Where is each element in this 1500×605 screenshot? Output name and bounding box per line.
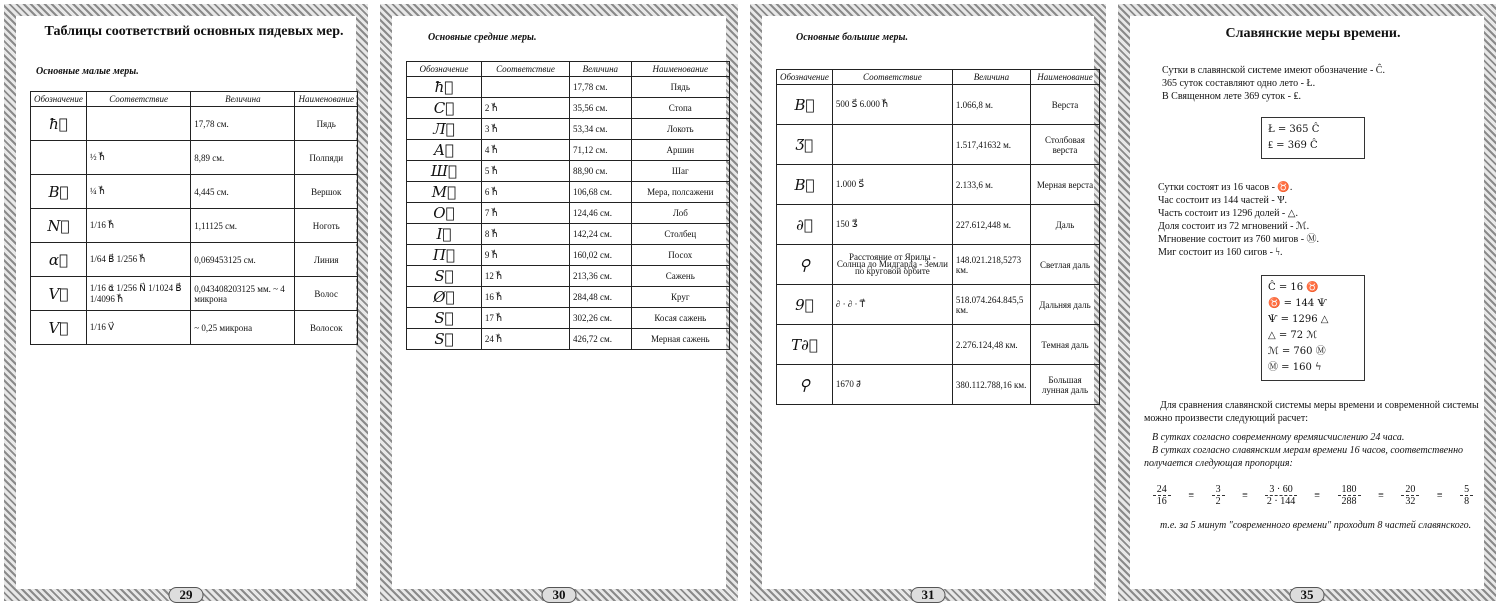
name-cell: Стопа — [631, 98, 729, 119]
correspondence-cell: ∂ · ∂ · T⃗ — [832, 285, 952, 325]
page-number: 35 — [1290, 587, 1325, 603]
correspondence-cell: 9 ħ⃗ — [481, 245, 569, 266]
value-cell: 0,069453125 см. — [191, 243, 295, 277]
name-cell: Пядь — [631, 77, 729, 98]
table-row — [407, 245, 730, 266]
fraction — [1265, 484, 1296, 507]
compare-text: Для сравнения славянской системы меры времени и современной системы можно произвести следующий расчет: — [1144, 400, 1479, 424]
correspondence-cell: ¼ ħ⃗ — [86, 175, 190, 209]
name-cell: Мерная сажень — [631, 329, 729, 350]
symbol-cell: ∂⃗ — [777, 205, 833, 245]
name-cell: Светлая даль — [1030, 245, 1099, 285]
fraction — [1153, 484, 1171, 507]
value-cell: 0,043408203125 мм. ~ 4 микрона — [191, 277, 295, 311]
equation-line: ♉ = 144 Ѱ — [1268, 298, 1327, 309]
table-row — [777, 245, 1100, 285]
correspondence-cell: 1.000 S⃗ — [832, 165, 952, 205]
symbol-cell: П⃗ — [407, 245, 482, 266]
numerator: 5 — [1460, 484, 1473, 496]
value-cell: 1.517,41632 м. — [952, 125, 1030, 165]
col-header-correspondence: Соответствие — [86, 92, 190, 107]
year-equivalence-box — [1261, 117, 1365, 159]
name-cell: Круг — [631, 287, 729, 308]
table-row — [31, 243, 358, 277]
value-cell: 426,72 см. — [570, 329, 632, 350]
name-cell: Волос — [295, 277, 358, 311]
value-cell: 8,89 см. — [191, 141, 295, 175]
time-equivalence-box — [1261, 275, 1365, 381]
table-row — [407, 182, 730, 203]
time-units-list — [1158, 181, 1482, 259]
name-cell: Столбовая верста — [1030, 125, 1099, 165]
symbol-cell: ħ⃗ — [407, 77, 482, 98]
col-header-name: Наименование — [295, 92, 358, 107]
correspondence-cell: 3 ħ⃗ — [481, 119, 569, 140]
table-row — [407, 77, 730, 98]
col-header-value: Величина — [570, 62, 632, 77]
correspondence-cell: 1670 ∂⃗ — [832, 365, 952, 405]
page-35 — [1114, 0, 1500, 605]
col-header-correspondence: Соответствие — [481, 62, 569, 77]
page-29 — [0, 0, 372, 605]
symbol-cell: I⃗ — [407, 224, 482, 245]
correspondence-cell: ½ ħ⃗ — [86, 141, 190, 175]
name-cell: Аршин — [631, 140, 729, 161]
name-cell: Мерная верста — [1030, 165, 1099, 205]
correspondence-cell: 500 S⃗ 6.000 ħ⃗ — [832, 85, 952, 125]
equation-line: Ł = 365 Ĉ — [1268, 124, 1320, 135]
name-cell: Локоть — [631, 119, 729, 140]
correspondence-cell: Расстояние от Ярилы - Солнца до Мидгарда - Земли по круговой орбите — [832, 245, 952, 285]
table-row — [777, 285, 1100, 325]
correspondence-cell: 1/16 V⃗ — [86, 311, 190, 345]
symbol-cell: α⃗ — [31, 243, 87, 277]
table-row — [31, 175, 358, 209]
table-row — [407, 287, 730, 308]
table-row — [407, 161, 730, 182]
section-subtitle: Основные средние меры. — [428, 32, 537, 43]
symbol-cell: V⃗ — [31, 277, 87, 311]
denominator: 16 — [1156, 496, 1167, 507]
equiv-sign: ≡ — [1378, 490, 1384, 501]
name-cell: Столбец — [631, 224, 729, 245]
value-cell: 17,78 см. — [191, 107, 295, 141]
page-title: Славянские меры времени. — [1225, 26, 1401, 41]
table-row — [407, 329, 730, 350]
value-cell: 380.112.788,16 км. — [952, 365, 1030, 405]
symbol-cell: N⃗ — [31, 209, 87, 243]
symbol-cell: T∂⃗ — [777, 325, 833, 365]
intro-line: 365 суток составляют одно лето - Ł. — [1162, 78, 1316, 89]
value-cell: 148.021.218,5273 км. — [952, 245, 1030, 285]
value-cell: 227.612,448 м. — [952, 205, 1030, 245]
table-row — [31, 277, 358, 311]
value-cell: 1,11125 см. — [191, 209, 295, 243]
section-subtitle: Основные большие меры. — [796, 32, 908, 43]
proportion — [1144, 484, 1482, 507]
section-subtitle: Основные малые меры. — [36, 66, 139, 77]
correspondence-cell — [481, 77, 569, 98]
value-cell: 284,48 см. — [570, 287, 632, 308]
page-title: Таблицы соответствий основных пядевых мер. — [44, 24, 344, 39]
table-row — [31, 311, 358, 345]
unit-line: Миг состоит из 160 сигов - ϟ. — [1158, 247, 1283, 258]
name-cell: Шаг — [631, 161, 729, 182]
page-30 — [376, 0, 742, 605]
table-row — [407, 266, 730, 287]
name-cell: Даль — [1030, 205, 1099, 245]
table-row — [407, 203, 730, 224]
symbol-cell: 9⃗ — [777, 285, 833, 325]
intro-line: Сутки в славянской системе имеют обозначение - Ĉ. — [1162, 65, 1385, 76]
correspondence-cell: 1/16 α⃗ 1/256 N⃗ 1/1024 B⃗ 1/4096 ħ⃗ — [86, 277, 190, 311]
equiv-sign: ≡ — [1242, 490, 1248, 501]
correspondence-cell: 2 ħ⃗ — [481, 98, 569, 119]
denominator: 288 — [1341, 496, 1357, 507]
table-row — [407, 119, 730, 140]
correspondence-cell: 4 ħ⃗ — [481, 140, 569, 161]
table-row — [407, 224, 730, 245]
symbol-cell: C⃗ — [407, 98, 482, 119]
unit-line: Мгновение состоит из 760 мигов - Ⓜ. — [1158, 234, 1320, 245]
page-number: 29 — [169, 587, 204, 603]
intro-text — [1162, 64, 1482, 103]
col-header-value: Величина — [191, 92, 295, 107]
table-row — [31, 107, 358, 141]
unit-line: Часть состоит из 1296 долей - △. — [1158, 208, 1298, 219]
table-row — [777, 365, 1100, 405]
value-cell: 17,78 см. — [570, 77, 632, 98]
equation-line: ℳ = 760 Ⓜ — [1268, 346, 1326, 357]
correspondence-cell: 150 Ʒ⃗ — [832, 205, 952, 245]
equation-line: △ = 72 ℳ — [1268, 330, 1318, 341]
value-cell: 4,445 см. — [191, 175, 295, 209]
numerator: 3 · 60 — [1265, 484, 1296, 496]
value-cell: 53,34 см. — [570, 119, 632, 140]
value-cell: 71,12 см. — [570, 140, 632, 161]
symbol-cell: B⃗ — [777, 85, 833, 125]
name-cell: Дальняя даль — [1030, 285, 1099, 325]
name-cell: Вершок — [295, 175, 358, 209]
symbol-cell: S⃗ — [407, 329, 482, 350]
denominator: 32 — [1405, 496, 1416, 507]
fraction — [1401, 484, 1419, 507]
value-cell: 88,90 см. — [570, 161, 632, 182]
col-header-symbol: Обозначение — [31, 92, 87, 107]
col-header-symbol: Обозначение — [407, 62, 482, 77]
name-cell: Косая сажень — [631, 308, 729, 329]
symbol-cell: V⃗ — [31, 311, 87, 345]
denominator: 8 — [1464, 496, 1470, 507]
equiv-sign: ≡ — [1188, 490, 1194, 501]
symbol-cell: Ʒ⃗ — [777, 125, 833, 165]
correspondence-cell: 16 ħ⃗ — [481, 287, 569, 308]
symbol-cell: M⃗ — [407, 182, 482, 203]
symbol-cell: ħ⃗ — [31, 107, 87, 141]
correspondence-cell: 6 ħ⃗ — [481, 182, 569, 203]
symbol-cell: Ø⃗ — [407, 287, 482, 308]
value-cell: 2.276.124,48 км. — [952, 325, 1030, 365]
symbol-cell: Ш⃗ — [407, 161, 482, 182]
symbol-cell — [31, 141, 87, 175]
name-cell: Волосок — [295, 311, 358, 345]
name-cell: Посох — [631, 245, 729, 266]
equation-line: Ѱ = 1296 △ — [1268, 314, 1329, 325]
value-cell: 302,26 см. — [570, 308, 632, 329]
equiv-sign: ≡ — [1314, 490, 1320, 501]
equation-line: Ĉ = 16 ♉ — [1268, 282, 1319, 293]
value-cell: 213,36 см. — [570, 266, 632, 287]
correspondence-cell: 1/64 B⃗ 1/256 ħ⃗ — [86, 243, 190, 277]
correspondence-cell: 7 ħ⃗ — [481, 203, 569, 224]
correspondence-cell: 12 ħ⃗ — [481, 266, 569, 287]
numerator: 20 — [1401, 484, 1419, 496]
numerator: 3 — [1212, 484, 1225, 496]
table-row — [31, 209, 358, 243]
page-number: 30 — [542, 587, 577, 603]
modern-hours-text: В сутках согласно современному времяисчислению 24 часа. — [1152, 432, 1405, 443]
symbol-cell: S⃗ — [407, 308, 482, 329]
table-row — [777, 205, 1100, 245]
intro-line: В Священном лете 369 суток - ₤. — [1162, 91, 1301, 102]
correspondence-cell — [832, 125, 952, 165]
fraction — [1460, 484, 1473, 507]
denominator: 2 — [1215, 496, 1221, 507]
col-header-value: Величина — [952, 70, 1030, 85]
numerator: 24 — [1153, 484, 1171, 496]
table-row — [777, 325, 1100, 365]
symbol-cell: S⃗ — [407, 266, 482, 287]
table-row — [777, 125, 1100, 165]
name-cell: Мера, полсажени — [631, 182, 729, 203]
correspondence-cell: 1/16 ħ⃗ — [86, 209, 190, 243]
large-measures-table — [776, 69, 1100, 405]
conclusion-text: т.е. за 5 минут "современного времени" проходит 8 частей славянского. — [1160, 520, 1472, 531]
col-header-name: Наименование — [1030, 70, 1099, 85]
value-cell: 1.066,8 м. — [952, 85, 1030, 125]
correspondence-cell — [832, 325, 952, 365]
small-measures-table — [30, 91, 358, 345]
medium-measures-table — [406, 61, 730, 350]
correspondence-cell: 17 ħ⃗ — [481, 308, 569, 329]
page-number: 31 — [911, 587, 946, 603]
equation-line: Ⓜ = 160 ϟ — [1268, 362, 1322, 373]
unit-line: Сутки состоят из 16 часов - ♉. — [1158, 182, 1293, 193]
value-cell: 35,56 см. — [570, 98, 632, 119]
value-cell: 124,46 см. — [570, 203, 632, 224]
table-row — [407, 140, 730, 161]
table-row — [777, 85, 1100, 125]
symbol-cell: B⃗ — [31, 175, 87, 209]
col-header-symbol: Обозначение — [777, 70, 833, 85]
name-cell: Полпяди — [295, 141, 358, 175]
value-cell: 106,68 см. — [570, 182, 632, 203]
equation-line: ₤ = 369 Ĉ — [1268, 140, 1318, 151]
col-header-correspondence: Соответствие — [832, 70, 952, 85]
name-cell: Верста — [1030, 85, 1099, 125]
col-header-name: Наименование — [631, 62, 729, 77]
value-cell: 518.074.264.845,5 км. — [952, 285, 1030, 325]
value-cell: ~ 0,25 микрона — [191, 311, 295, 345]
name-cell: Ноготь — [295, 209, 358, 243]
name-cell: Пядь — [295, 107, 358, 141]
table-row — [777, 165, 1100, 205]
correspondence-cell: 24 ħ⃗ — [481, 329, 569, 350]
symbol-cell: ⚲ — [777, 245, 833, 285]
symbol-cell: O⃗ — [407, 203, 482, 224]
symbol-cell: ⚲ — [777, 365, 833, 405]
symbol-cell: A⃗ — [407, 140, 482, 161]
name-cell: Лоб — [631, 203, 729, 224]
fraction — [1338, 484, 1361, 507]
name-cell: Линия — [295, 243, 358, 277]
name-cell: Сажень — [631, 266, 729, 287]
page-31 — [746, 0, 1110, 605]
name-cell: Темная даль — [1030, 325, 1099, 365]
numerator: 180 — [1338, 484, 1361, 496]
unit-line: Доля состоит из 72 мгновений - ℳ. — [1158, 221, 1310, 232]
table-row — [407, 98, 730, 119]
symbol-cell: B⃗ — [777, 165, 833, 205]
name-cell: Большая лунная даль — [1030, 365, 1099, 405]
symbol-cell: Л⃗ — [407, 119, 482, 140]
correspondence-cell: 8 ħ⃗ — [481, 224, 569, 245]
table-row — [407, 308, 730, 329]
correspondence-cell — [86, 107, 190, 141]
denominator: 2 · 144 — [1266, 496, 1296, 507]
equiv-sign: ≡ — [1436, 490, 1443, 501]
fraction — [1212, 484, 1225, 507]
unit-line: Час состоит из 144 частей - Ѱ. — [1158, 195, 1288, 206]
correspondence-cell: 5 ħ⃗ — [481, 161, 569, 182]
table-row — [31, 141, 358, 175]
value-cell: 142,24 см. — [570, 224, 632, 245]
slavic-hours-text: В сутках согласно славянским мерам времени 16 часов, соответственно получается следующая пропорция: — [1144, 445, 1464, 469]
value-cell: 160,02 см. — [570, 245, 632, 266]
value-cell: 2.133,6 м. — [952, 165, 1030, 205]
